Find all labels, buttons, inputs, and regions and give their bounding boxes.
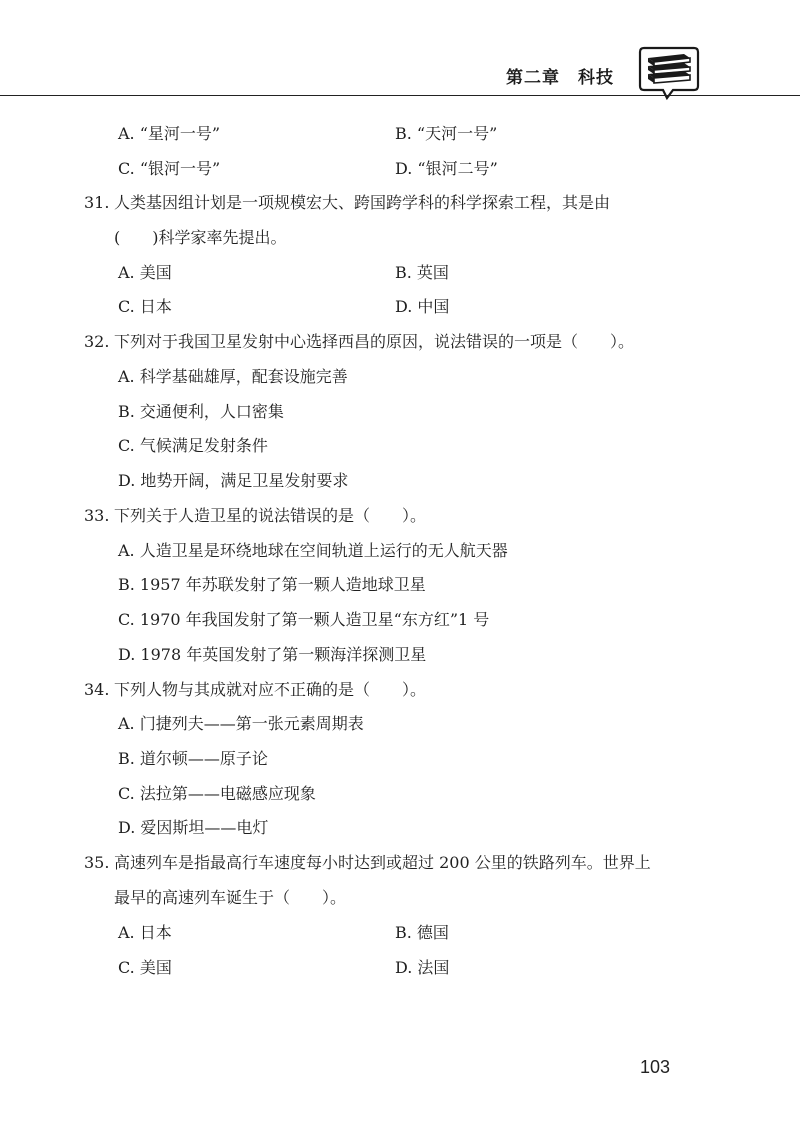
option-b: B. 德国 [395, 923, 449, 942]
option-c: C. “银河一号” [118, 159, 221, 178]
question-number: 31. [84, 193, 110, 212]
option-b: B. 英国 [395, 263, 449, 282]
question-text: 下列对于我国卫星发射中心选择西昌的原因，说法错误的一项是（ ）。 [114, 332, 635, 351]
option-c: C. 法拉第——电磁感应现象 [118, 784, 316, 803]
page-number: 103 [640, 1057, 671, 1077]
option-d: D. 1978 年英国发射了第一颗海洋探测卫星 [118, 645, 427, 664]
option-a: A. 门捷列夫——第一张元素周期表 [118, 714, 364, 733]
option-b: B. 交通便利，人口密集 [118, 402, 284, 421]
question-number: 35. [84, 853, 110, 872]
question-35 [84, 853, 651, 873]
option-d: D. 法国 [395, 958, 450, 977]
question-text: 高速列车是指最高行车速度每小时达到或超过 200 公里的铁路列车。世界上 [114, 853, 651, 872]
question-31 [84, 193, 610, 213]
question-text-continued: ( )科学家率先提出。 [114, 228, 287, 247]
option-b: B. 1957 年苏联发射了第一颗人造地球卫星 [118, 575, 426, 594]
option-d: D. 中国 [395, 297, 450, 316]
option-b: B. “天河一号” [395, 124, 498, 143]
option-c: C. 1970 年我国发射了第一颗人造卫星“东方红”1 号 [118, 610, 490, 629]
option-d: D. 爱因斯坦——电灯 [118, 818, 269, 837]
option-d: D. “银河二号” [395, 159, 498, 178]
question-number: 33. [84, 506, 110, 525]
option-a: A. “星河一号” [118, 124, 221, 143]
option-a: A. 美国 [118, 263, 172, 282]
question-number: 32. [84, 332, 110, 351]
header-rule [0, 95, 800, 96]
option-c: C. 美国 [118, 958, 172, 977]
question-text: 人类基因组计划是一项规模宏大、跨国跨学科的科学探索工程，其是由 [114, 193, 611, 212]
question-32 [84, 332, 634, 352]
question-34 [84, 680, 426, 700]
question-text-continued: 最早的高速列车诞生于（ ）。 [114, 888, 347, 907]
question-33 [84, 506, 426, 526]
option-b: B. 道尔顿——原子论 [118, 749, 268, 768]
option-a: A. 人造卫星是环绕地球在空间轨道上运行的无人航天器 [118, 541, 508, 560]
chapter-title: 第二章 科技 [506, 68, 614, 88]
option-a: A. 科学基础雄厚，配套设施完善 [118, 367, 348, 386]
option-c: C. 气候满足发射条件 [118, 436, 268, 455]
option-d: D. 地势开阔，满足卫星发射要求 [118, 471, 349, 490]
option-a: A. 日本 [118, 923, 172, 942]
question-text: 下列人物与其成就对应不正确的是（ ）。 [114, 680, 427, 699]
book-stack-icon [638, 42, 700, 102]
question-text: 下列关于人造卫星的说法错误的是（ ）。 [114, 506, 427, 525]
question-number: 34. [84, 680, 110, 699]
option-c: C. 日本 [118, 297, 172, 316]
